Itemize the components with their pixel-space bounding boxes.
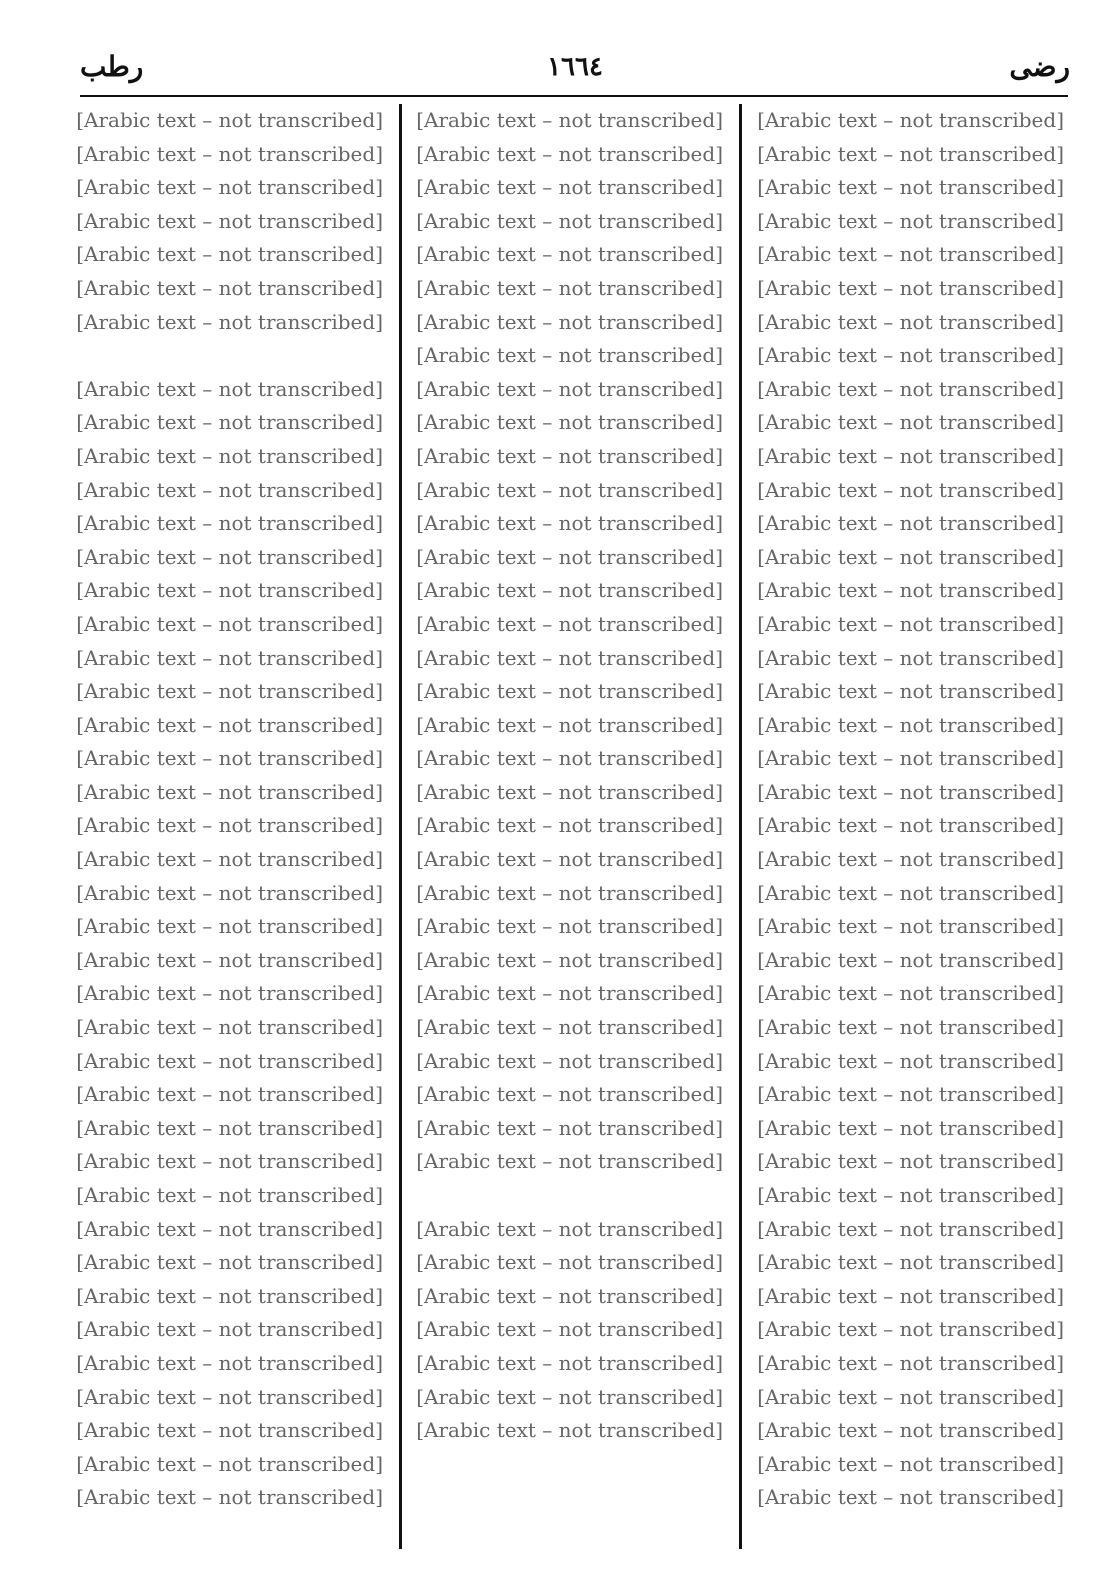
text-line: [Arabic text – not transcribed] [416, 544, 723, 569]
header-left-word: رطب [80, 50, 144, 83]
text-line: [Arabic text – not transcribed] [757, 1216, 1064, 1241]
text-line: [Arabic text – not transcribed] [757, 847, 1064, 872]
text-line: [Arabic text – not transcribed] [757, 645, 1064, 670]
text-line: [Arabic text – not transcribed] [416, 1149, 723, 1174]
text-line: [Arabic text – not transcribed] [76, 578, 383, 603]
header-rule [80, 95, 1068, 97]
text-line: [Arabic text – not transcribed] [76, 376, 383, 401]
text-line: [Arabic text – not transcribed] [416, 947, 723, 972]
text-line: [Arabic text – not transcribed] [76, 1418, 383, 1443]
text-line: [Arabic text – not transcribed] [757, 779, 1064, 804]
text-line: [Arabic text – not transcribed] [76, 477, 383, 502]
text-line: [Arabic text – not transcribed] [76, 679, 383, 704]
text-line: [Arabic text – not transcribed] [416, 309, 723, 334]
text-line: [Arabic text – not transcribed] [757, 578, 1064, 603]
text-line: [Arabic text – not transcribed] [416, 376, 723, 401]
text-line: [Arabic text – not transcribed] [757, 275, 1064, 300]
text-line: [Arabic text – not transcribed] [76, 141, 383, 166]
text-line: [Arabic text – not transcribed] [76, 914, 383, 939]
text-line: [Arabic text – not transcribed] [757, 1115, 1064, 1140]
text-line: [Arabic text – not transcribed] [76, 1250, 383, 1275]
text-line: [Arabic text – not transcribed] [416, 880, 723, 905]
text-line: [Arabic text – not transcribed] [76, 108, 383, 132]
text-line: [Arabic text – not transcribed] [76, 1384, 383, 1409]
text-line: [Arabic text – not transcribed] [76, 880, 383, 905]
text-line: [Arabic text – not transcribed] [757, 410, 1064, 435]
text-line: [Arabic text – not transcribed] [757, 1418, 1064, 1443]
text-line: [Arabic text – not transcribed] [76, 1015, 383, 1040]
text-line: [Arabic text – not transcribed] [76, 275, 383, 300]
text-line: [Arabic text – not transcribed] [757, 712, 1064, 737]
text-line: [Arabic text – not transcribed] [416, 1015, 723, 1040]
text-line: [Arabic text – not transcribed] [757, 1250, 1064, 1275]
text-line: [Arabic text – not transcribed] [757, 1183, 1064, 1207]
text-line: [Arabic text – not transcribed] [416, 410, 723, 435]
text-line: [Arabic text – not transcribed] [416, 443, 723, 468]
text-line: [Arabic text – not transcribed] [757, 611, 1064, 636]
text-line: [Arabic text – not transcribed] [76, 981, 383, 1006]
text-line: [Arabic text – not transcribed] [416, 847, 723, 872]
text-line: [Arabic text – not transcribed] [76, 1048, 383, 1073]
column-middle [416, 104, 723, 1448]
text-line: [Arabic text – not transcribed] [76, 645, 383, 670]
text-line: [Arabic text – not transcribed] [757, 309, 1064, 334]
text-line: [Arabic text – not transcribed] [76, 1115, 383, 1140]
text-line: [Arabic text – not transcribed] [76, 242, 383, 267]
text-line: [Arabic text – not transcribed] [76, 175, 383, 200]
text-line: [Arabic text – not transcribed] [416, 477, 723, 502]
text-line: [Arabic text – not transcribed] [416, 1418, 723, 1443]
text-line: [Arabic text – not transcribed] [757, 175, 1064, 200]
text-line: [Arabic text – not transcribed] [757, 511, 1064, 536]
text-line: [Arabic text – not transcribed] [757, 108, 1064, 132]
text-line: [Arabic text – not transcribed] [76, 1183, 383, 1207]
text-line: [Arabic text – not transcribed] [757, 1350, 1064, 1375]
text-line: [Arabic text – not transcribed] [757, 679, 1064, 704]
text-line: [Arabic text – not transcribed] [416, 1350, 723, 1375]
text-line: [Arabic text – not transcribed] [416, 679, 723, 704]
text-line: [Arabic text – not transcribed] [76, 511, 383, 536]
text-line: [Arabic text – not transcribed] [757, 880, 1064, 905]
text-line: [Arabic text – not transcribed] [757, 1384, 1064, 1409]
text-line: [Arabic text – not transcribed] [416, 141, 723, 166]
text-line: [Arabic text – not transcribed] [757, 1317, 1064, 1342]
text-line: [Arabic text – not transcribed] [416, 1283, 723, 1308]
page-number: ١٦٦٤ [547, 52, 603, 82]
text-line: [Arabic text – not transcribed] [757, 947, 1064, 972]
text-line: [Arabic text – not transcribed] [757, 343, 1064, 368]
text-line: [Arabic text – not transcribed] [416, 914, 723, 939]
text-line: [Arabic text – not transcribed] [76, 1149, 383, 1174]
text-line: [Arabic text – not transcribed] [76, 443, 383, 468]
text-line: [Arabic text – not transcribed] [76, 309, 383, 334]
text-line: [Arabic text – not transcribed] [416, 645, 723, 670]
text-line: [Arabic text – not transcribed] [757, 443, 1064, 468]
column-left [76, 104, 383, 1515]
text-line: [Arabic text – not transcribed] [76, 813, 383, 838]
text-line: [Arabic text – not transcribed] [76, 712, 383, 737]
text-line: [Arabic text – not transcribed] [76, 1317, 383, 1342]
column-divider-right [739, 104, 742, 1549]
text-line: [Arabic text – not transcribed] [76, 544, 383, 569]
text-line: [Arabic text – not transcribed] [757, 746, 1064, 771]
text-line: [Arabic text – not transcribed] [76, 1082, 383, 1107]
text-line: [Arabic text – not transcribed] [757, 1149, 1064, 1174]
text-line: [Arabic text – not transcribed] [416, 242, 723, 267]
text-line: [Arabic text – not transcribed] [416, 813, 723, 838]
text-line: [Arabic text – not transcribed] [757, 242, 1064, 267]
header-right-word: رضى [1009, 50, 1070, 83]
text-line: [Arabic text – not transcribed] [416, 578, 723, 603]
text-line: [Arabic text – not transcribed] [416, 108, 723, 132]
text-line: [Arabic text – not transcribed] [76, 779, 383, 804]
text-line [423, 1179, 723, 1213]
text-line: [Arabic text – not transcribed] [757, 477, 1064, 502]
text-line: [Arabic text – not transcribed] [757, 208, 1064, 233]
text-line: [Arabic text – not transcribed] [416, 1216, 723, 1241]
text-line: [Arabic text – not transcribed] [76, 1350, 383, 1375]
text-line: [Arabic text – not transcribed] [416, 343, 723, 368]
text-line: [Arabic text – not transcribed] [757, 544, 1064, 569]
text-line: [Arabic text – not transcribed] [416, 175, 723, 200]
text-line: [Arabic text – not transcribed] [416, 712, 723, 737]
text-line: [Arabic text – not transcribed] [416, 611, 723, 636]
text-line: [Arabic text – not transcribed] [757, 914, 1064, 939]
text-line: [Arabic text – not transcribed] [76, 208, 383, 233]
text-line: [Arabic text – not transcribed] [757, 1451, 1064, 1476]
text-line: [Arabic text – not transcribed] [76, 746, 383, 771]
column-divider-left [399, 104, 402, 1549]
text-line [83, 339, 383, 373]
text-line: [Arabic text – not transcribed] [76, 1451, 383, 1476]
text-line: [Arabic text – not transcribed] [757, 1015, 1064, 1040]
text-line: [Arabic text – not transcribed] [757, 813, 1064, 838]
text-line: [Arabic text – not transcribed] [76, 611, 383, 636]
text-line: [Arabic text – not transcribed] [76, 1216, 383, 1241]
page-header [80, 50, 1070, 94]
text-line: [Arabic text – not transcribed] [757, 1082, 1064, 1107]
text-line: [Arabic text – not transcribed] [416, 981, 723, 1006]
text-line: [Arabic text – not transcribed] [757, 141, 1064, 166]
text-line: [Arabic text – not transcribed] [416, 208, 723, 233]
text-line: [Arabic text – not transcribed] [416, 779, 723, 804]
text-line: [Arabic text – not transcribed] [76, 947, 383, 972]
text-line: [Arabic text – not transcribed] [76, 1485, 383, 1510]
text-line: [Arabic text – not transcribed] [416, 275, 723, 300]
text-line: [Arabic text – not transcribed] [76, 847, 383, 872]
text-line: [Arabic text – not transcribed] [416, 1250, 723, 1275]
text-line: [Arabic text – not transcribed] [416, 1317, 723, 1342]
text-line: [Arabic text – not transcribed] [416, 1048, 723, 1073]
text-line: [Arabic text – not transcribed] [757, 981, 1064, 1006]
text-line: [Arabic text – not transcribed] [76, 1283, 383, 1308]
text-line: [Arabic text – not transcribed] [757, 1048, 1064, 1073]
text-line: [Arabic text – not transcribed] [416, 511, 723, 536]
text-line: [Arabic text – not transcribed] [757, 376, 1064, 401]
text-line: [Arabic text – not transcribed] [757, 1283, 1064, 1308]
text-line: [Arabic text – not transcribed] [416, 746, 723, 771]
text-line: [Arabic text – not transcribed] [76, 410, 383, 435]
text-line: [Arabic text – not transcribed] [416, 1384, 723, 1409]
text-line: [Arabic text – not transcribed] [416, 1082, 723, 1107]
column-right [757, 104, 1064, 1515]
text-line: [Arabic text – not transcribed] [416, 1115, 723, 1140]
text-line: [Arabic text – not transcribed] [757, 1485, 1064, 1510]
